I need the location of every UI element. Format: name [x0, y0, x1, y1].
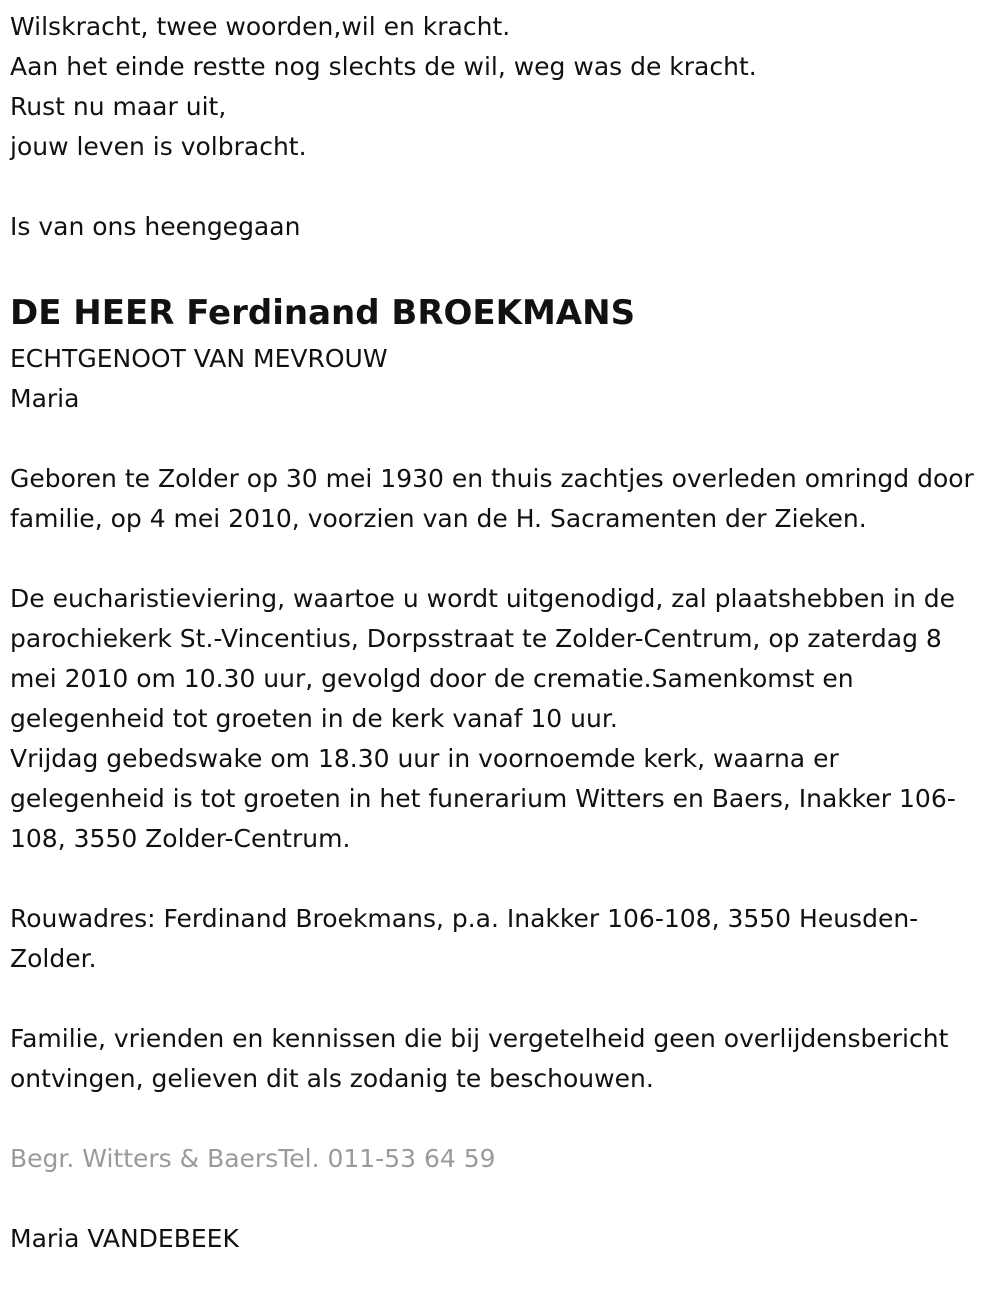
spacer [10, 859, 995, 899]
notice-paragraph: Familie, vrienden en kennissen die bij vergetelheid geen overlijdensbericht ontvingen, gelieven dit als zodanig te beschouwen. [10, 1024, 949, 1093]
undertaker-contact: Begr. Witters & BaersTel. 011-53 64 59 [10, 1144, 496, 1173]
spacer [10, 247, 995, 287]
wake-paragraph: Vrijdag gebedswake om 18.30 uur in voornoemde kerk, waarna er gelegenheid is tot groeten in het funerarium Witters en Baers, Inakker 106-108, 3550 Zolder-Centrum. [10, 744, 956, 853]
author-name: Maria VANDEBEEK [10, 1224, 239, 1253]
spacer [10, 167, 995, 207]
spacer [10, 1099, 995, 1139]
spacer [10, 419, 995, 459]
mourning-address: Rouwadres: Ferdinand Broekmans, p.a. Inakker 106-108, 3550 Heusden-Zolder. [10, 904, 919, 973]
ceremony-paragraph: De eucharistieviering, waartoe u wordt uitgenodigd, zal plaatshebben in de parochiekerk St.-Vincentius, Dorpsstraat te Zolder-Centrum, op zaterdag 8 mei 2010 om 10.30 uur, gevolgd door de crematie.Samenkomst en gelegenheid tot groeten in de kerk vanaf 10 uur. [10, 584, 955, 733]
poem-line-3: Rust nu maar uit, [10, 92, 227, 121]
relation-text: ECHTGENOOT VAN MEVROUW [10, 344, 388, 373]
spouse-name: Maria [10, 384, 80, 413]
spacer [10, 979, 995, 1019]
poem-line-4: jouw leven is volbracht. [10, 132, 307, 161]
birth-death-paragraph: Geboren te Zolder op 30 mei 1930 en thuis zachtjes overleden omringd door familie, op 4 mei 2010, voorzien van de H. Sacramenten der Zieken. [10, 464, 974, 533]
spacer [10, 539, 995, 579]
poem-line-1: Wilskracht, twee woorden,wil en kracht. [10, 12, 511, 41]
poem-line-2: Aan het einde restte nog slechts de wil, weg was de kracht. [10, 52, 757, 81]
intro-text: Is van ons heengegaan [10, 212, 301, 241]
obituary-document [10, 7, 995, 1259]
deceased-name: DE HEER Ferdinand BROEKMANS [10, 293, 636, 333]
spacer [10, 1179, 995, 1219]
